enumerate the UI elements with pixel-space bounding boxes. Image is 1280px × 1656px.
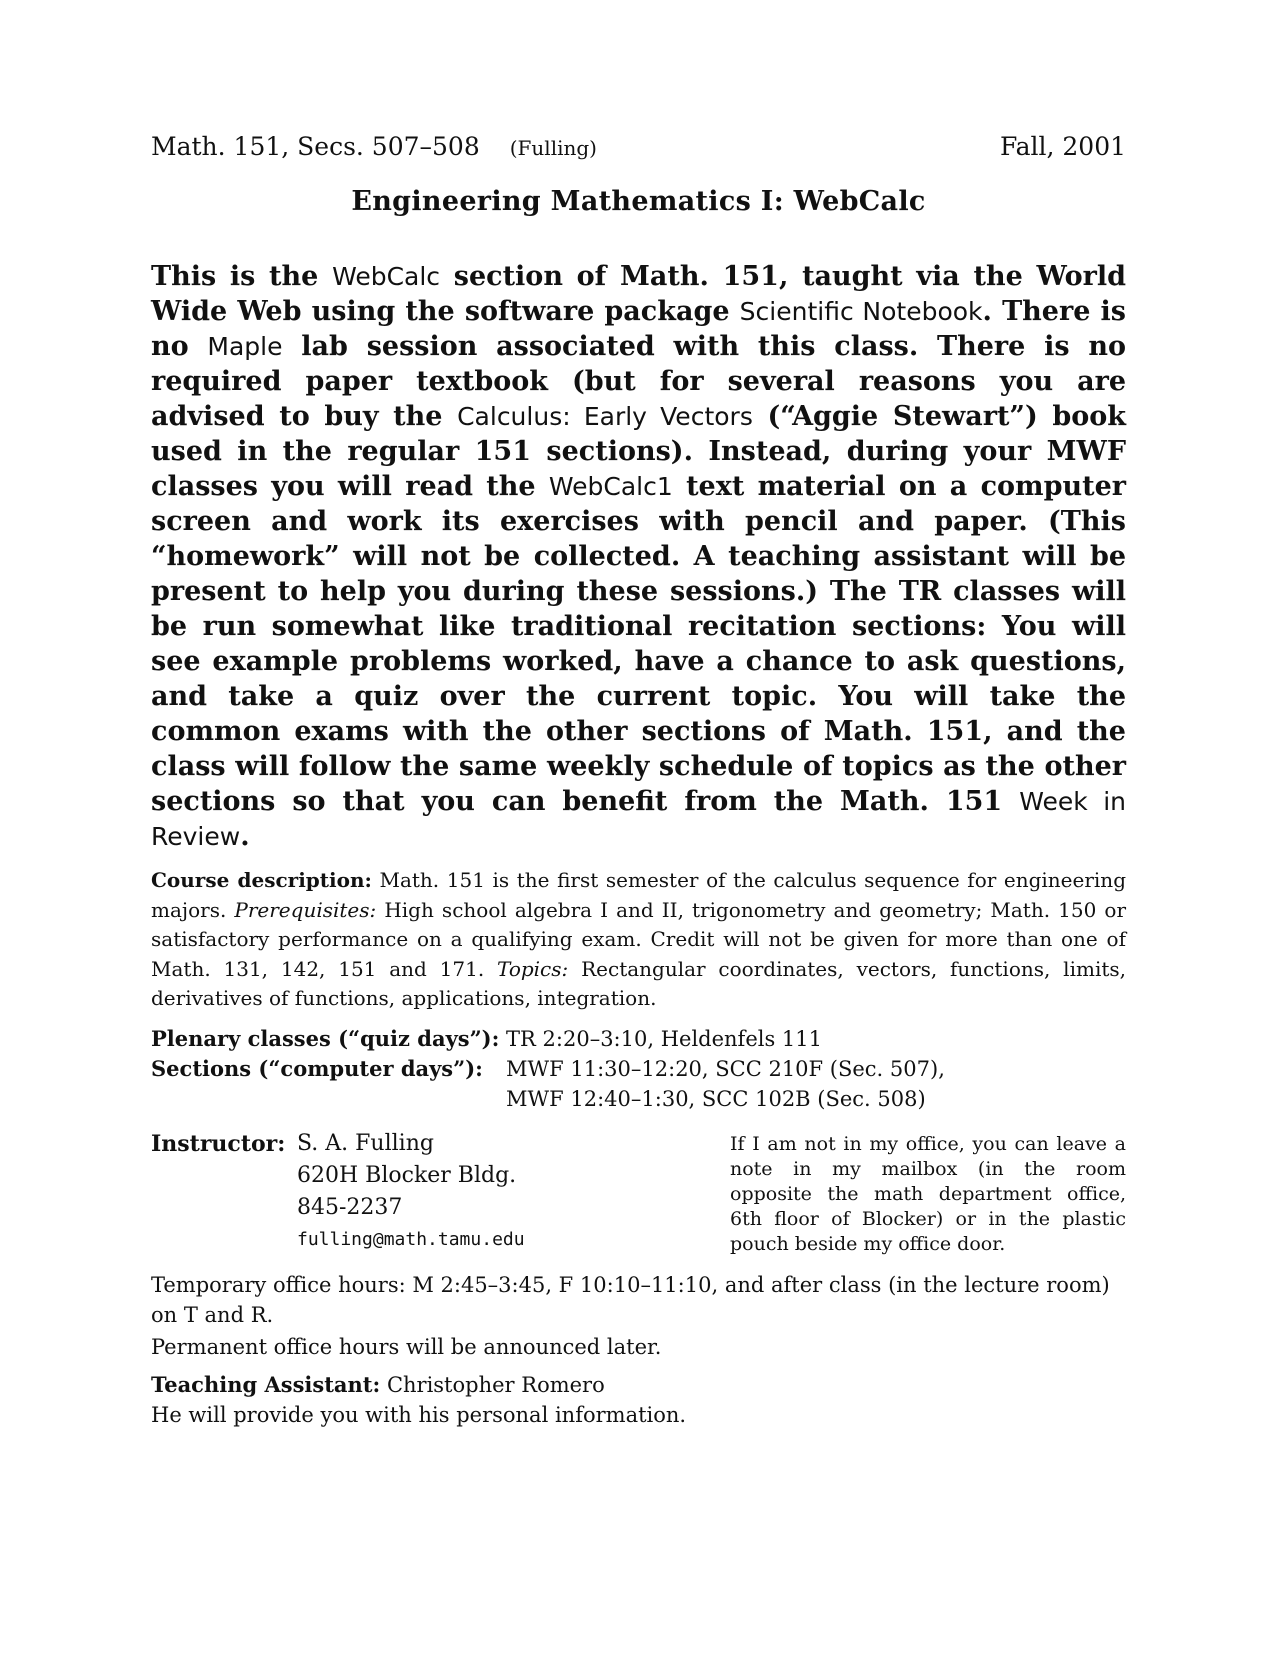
- table-row: [151, 1084, 945, 1114]
- instructor-contact: [151, 1128, 525, 1250]
- ta-label: Teaching Assistant:: [151, 1371, 381, 1397]
- office-hours: [151, 1270, 1126, 1362]
- sections-value: [499, 1084, 945, 1114]
- ta-name: Christopher Romero: [386, 1372, 605, 1397]
- plenary-label: Plenary classes (“quiz days”):: [151, 1025, 500, 1051]
- sections-value: [499, 1054, 945, 1084]
- course-description-text: Rectangular coordinates, vectors, functions, limits, derivatives of functions, applications, integration.: [151, 956, 1126, 1010]
- sections-time-508: MWF 12:40–1:30, SCC 102B (Sec. 508): [506, 1086, 926, 1111]
- topics-label: Topics:: [497, 956, 569, 981]
- course-description: [151, 866, 1126, 1014]
- instructor-office: 620H Blocker Bldg.: [297, 1162, 517, 1188]
- intro-calculus-book: Calculus: Early Vectors: [457, 402, 753, 431]
- instructor-details: [297, 1128, 525, 1256]
- prerequisites-label: Prerequisites:: [234, 897, 377, 922]
- instructor-label: Instructor:: [151, 1130, 286, 1157]
- plenary-value: [499, 1024, 945, 1054]
- course-heading: [151, 132, 597, 161]
- instructor-name: S. A. Fulling: [297, 1130, 434, 1156]
- course-number: Math. 151, Secs. 507–508: [151, 132, 480, 161]
- intro-text: .: [240, 821, 250, 852]
- intro-text: text material on a computer screen and work its exercises with pencil and paper. (This “homework” will not be collected. A teaching assistant will be present to help you during these sessions.) The TR classes will be run somewhat like traditional recitation sections: You will see example problems worked, have a chance to ask questions, and take a quiz over the current topic. You will take the common exams with the other sections of Math. 151, and the class will follow the same weekly schedule of topics as the other sections so that you can benefit from the Math. 151: [151, 471, 1126, 817]
- intro-text: section of Math. 151, taught via the World Wide Web using the software package: [151, 261, 1126, 327]
- spacer-cell: [151, 1084, 499, 1114]
- sections-time-507: MWF 11:30–12:20, SCC 210F (Sec. 507),: [506, 1056, 945, 1081]
- plenary-time: TR 2:20–3:10, Heldenfels 111: [506, 1026, 823, 1051]
- intro-week-in-review: Week in Review: [151, 787, 1127, 851]
- course-description-text: High school algebra I and II, trigonometry and geometry; Math. 150 or satisfactory performance on a qualifying exam. Credit will not be given for more than one of Math. 131, 142, 151 and 171.: [151, 897, 1126, 981]
- temporary-office-hours: Temporary office hours: M 2:45–3:45, F 10:10–11:10, and after class (in the lecture room) on T and R.: [151, 1272, 1110, 1327]
- term: Fall, 2001: [999, 132, 1126, 161]
- ta-line: [151, 1370, 1126, 1400]
- intro-text: (“Aggie Stewart”) book used in the regular 151 sections). Instead, during your MWF classes you will read the: [151, 401, 1126, 502]
- intro-paragraph: [151, 259, 1126, 854]
- page-title: Engineering Mathematics I: WebCalc: [351, 186, 926, 217]
- intro-scientific-notebook: Scientific Notebook: [739, 297, 983, 326]
- instructor-block: [151, 1128, 1126, 1260]
- teaching-assistant: [151, 1370, 1126, 1430]
- intro-text: lab session associated with this class. There is no required paper textbook (but for several reasons you are advised to buy the: [151, 331, 1126, 432]
- ta-note: He will provide you with his personal information.: [151, 1402, 687, 1427]
- instructor-email: fulling@math.tamu.edu: [297, 1228, 525, 1250]
- syllabus-page: [151, 128, 1126, 1430]
- sections-label: Sections (“computer days”):: [151, 1055, 483, 1081]
- permanent-office-hours: Permanent office hours will be announced later.: [151, 1334, 662, 1359]
- instructor-note: If I am not in my office, you can leave a note in my mailbox (in the room opposite the math department office, 6th floor of Blocker) or in the plastic pouch beside my office door.: [730, 1132, 1126, 1255]
- table-row: [151, 1054, 945, 1084]
- course-description-label: Course description:: [151, 868, 372, 892]
- intro-text: This is the: [151, 261, 333, 292]
- intro-text: . There is no: [151, 296, 1127, 362]
- intro-maple: Maple: [207, 332, 283, 361]
- class-schedule: [151, 1024, 1126, 1114]
- intro-webcalc1: WebCalc1: [548, 472, 673, 501]
- course-description-text: Math. 151 is the first semester of the calculus sequence for engineering majors.: [151, 868, 1126, 922]
- instructor-tag: (Fulling): [509, 136, 597, 160]
- table-row: [151, 1024, 945, 1054]
- class-schedule-table: [151, 1024, 945, 1114]
- page-header: [151, 128, 1126, 168]
- intro-webcalc: WebCalc: [332, 262, 441, 291]
- instructor-phone: 845-2237: [297, 1194, 403, 1220]
